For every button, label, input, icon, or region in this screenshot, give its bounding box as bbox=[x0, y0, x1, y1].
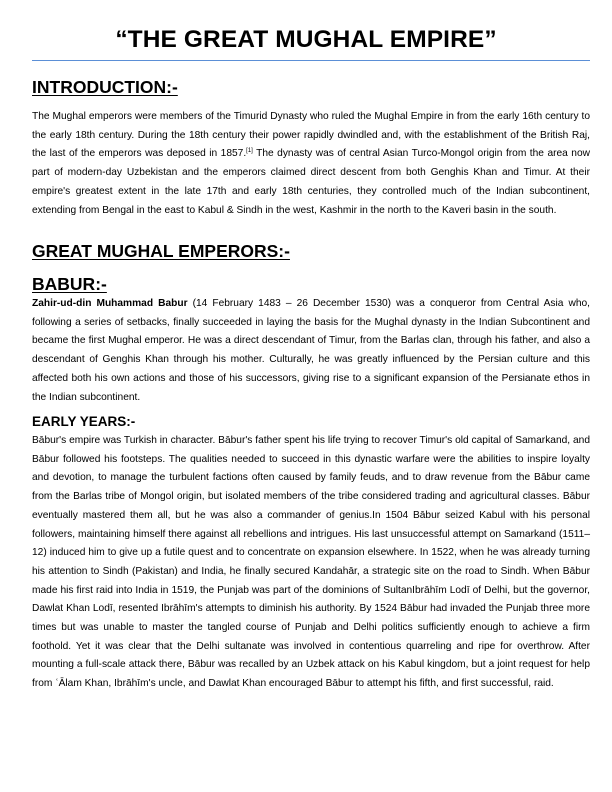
early-years-heading: EARLY YEARS:- bbox=[32, 414, 136, 429]
introduction-heading: INTRODUCTION:- bbox=[32, 77, 178, 97]
document-title: “THE GREAT MUGHAL EMPIRE” bbox=[115, 26, 497, 53]
introduction-text-part1: The Mughal emperors were members of the Timurid Dynasty who ruled the Mughal Empire in from the early 16th century to the early 18th century. During the 18th century their power rapidly dwindled and, with the establishment of the British Raj, the last of the emperors was deposed in 1857. bbox=[32, 111, 590, 160]
emperors-heading: GREAT MUGHAL EMPERORS:- bbox=[32, 241, 290, 261]
early-years-text: Bābur's empire was Turkish in character. Bābur's father spent his life trying to recover Timur's old capital of Samarkand, and Bābur followed his footsteps. The qualities needed to succeed in this dynastic warfare were the abilities to inspire loyalty and devotion, to manage the turbulent factions often caused by family feuds, and to draw revenue from the Bābur came from the Barlas tribe of Mongol origin, but isolated members of the tribe considered trading and agricultural classes. Bābur eventually mastered them all, but he was also a commander of genius.In 1504 Bābur seized Kabul with his personal followers, maintaining himself there against all rebellions and intrigues. His last unsuccessful attempt on Samarkand (1511–12) induced him to give up a futile quest and to concentrate on expansion elsewhere. In 1522, when he was already turning his attention to Sindh (Pakistan) and India, he finally secured Kandahār, a strategic site on the road to Sindh. When Bābur made his first raid into India in 1519, the Punjab was part of the dominions of SultanIbrāhīm Lodī of Delhi, but the governor, Dawlat Khan Lodī, resented Ibrāhīm's attempts to diminish his authority. By 1524 Bābur had invaded the Punjab three more times but was unable to master the tangled course of Punjab and Delhi politics sufficiently enough to achieve a firm foothold. Yet it was clear that the Delhi sultanate was involved in contentious quarreling and ripe for overthrow. After mounting a full-scale attack there, Bābur was recalled by an Uzbek attack on his Kabul kingdom, but a joint request for help from ʿĀlam Khan, Ibrāhīm's uncle, and Dawlat Khan encouraged Bābur to attempt his fifth, and first successful, raid. bbox=[32, 435, 590, 690]
early-years-paragraph bbox=[32, 432, 590, 694]
babur-paragraph bbox=[32, 295, 590, 407]
introduction-paragraph bbox=[32, 108, 590, 220]
babur-heading: BABUR:- bbox=[32, 274, 107, 294]
footnote-reference[interactable]: [1] bbox=[246, 148, 253, 155]
babur-text: (14 February 1483 – 26 December 1530) was a conqueror from Central Asia who, following a series of setbacks, finally succeeded in laying the basis for the Mughal dynasty in the Indian Subcontinent and became the first Mughal emperor. He was a direct descendant of Timur, from the Barlas clan, through his father, and also a descendant of Genghis Khan through his mother. Culturally, he was greatly influenced by the Persian culture and this affected both his own actions and those of his successors, giving rise to a significant expansion of the Persianate ethos in the Indian subcontinent. bbox=[32, 298, 590, 403]
title-divider bbox=[32, 60, 590, 61]
introduction-text-part2: The dynasty was of central Asian Turco-Mongol origin from the area now part of modern-day Uzbekistan and the emperors claimed direct descent from both Genghis Khan and Timur. At their empire's greatest extent in the late 17th and early 18th centuries, they controlled much of the Indian subcontinent, extending from Bengal in the east to Kabul & Sindh in the west, Kashmir in the north to the Kaveri basin in the south. bbox=[32, 148, 590, 216]
babur-full-name: Zahir-ud-din Muhammad Babur bbox=[32, 298, 188, 309]
